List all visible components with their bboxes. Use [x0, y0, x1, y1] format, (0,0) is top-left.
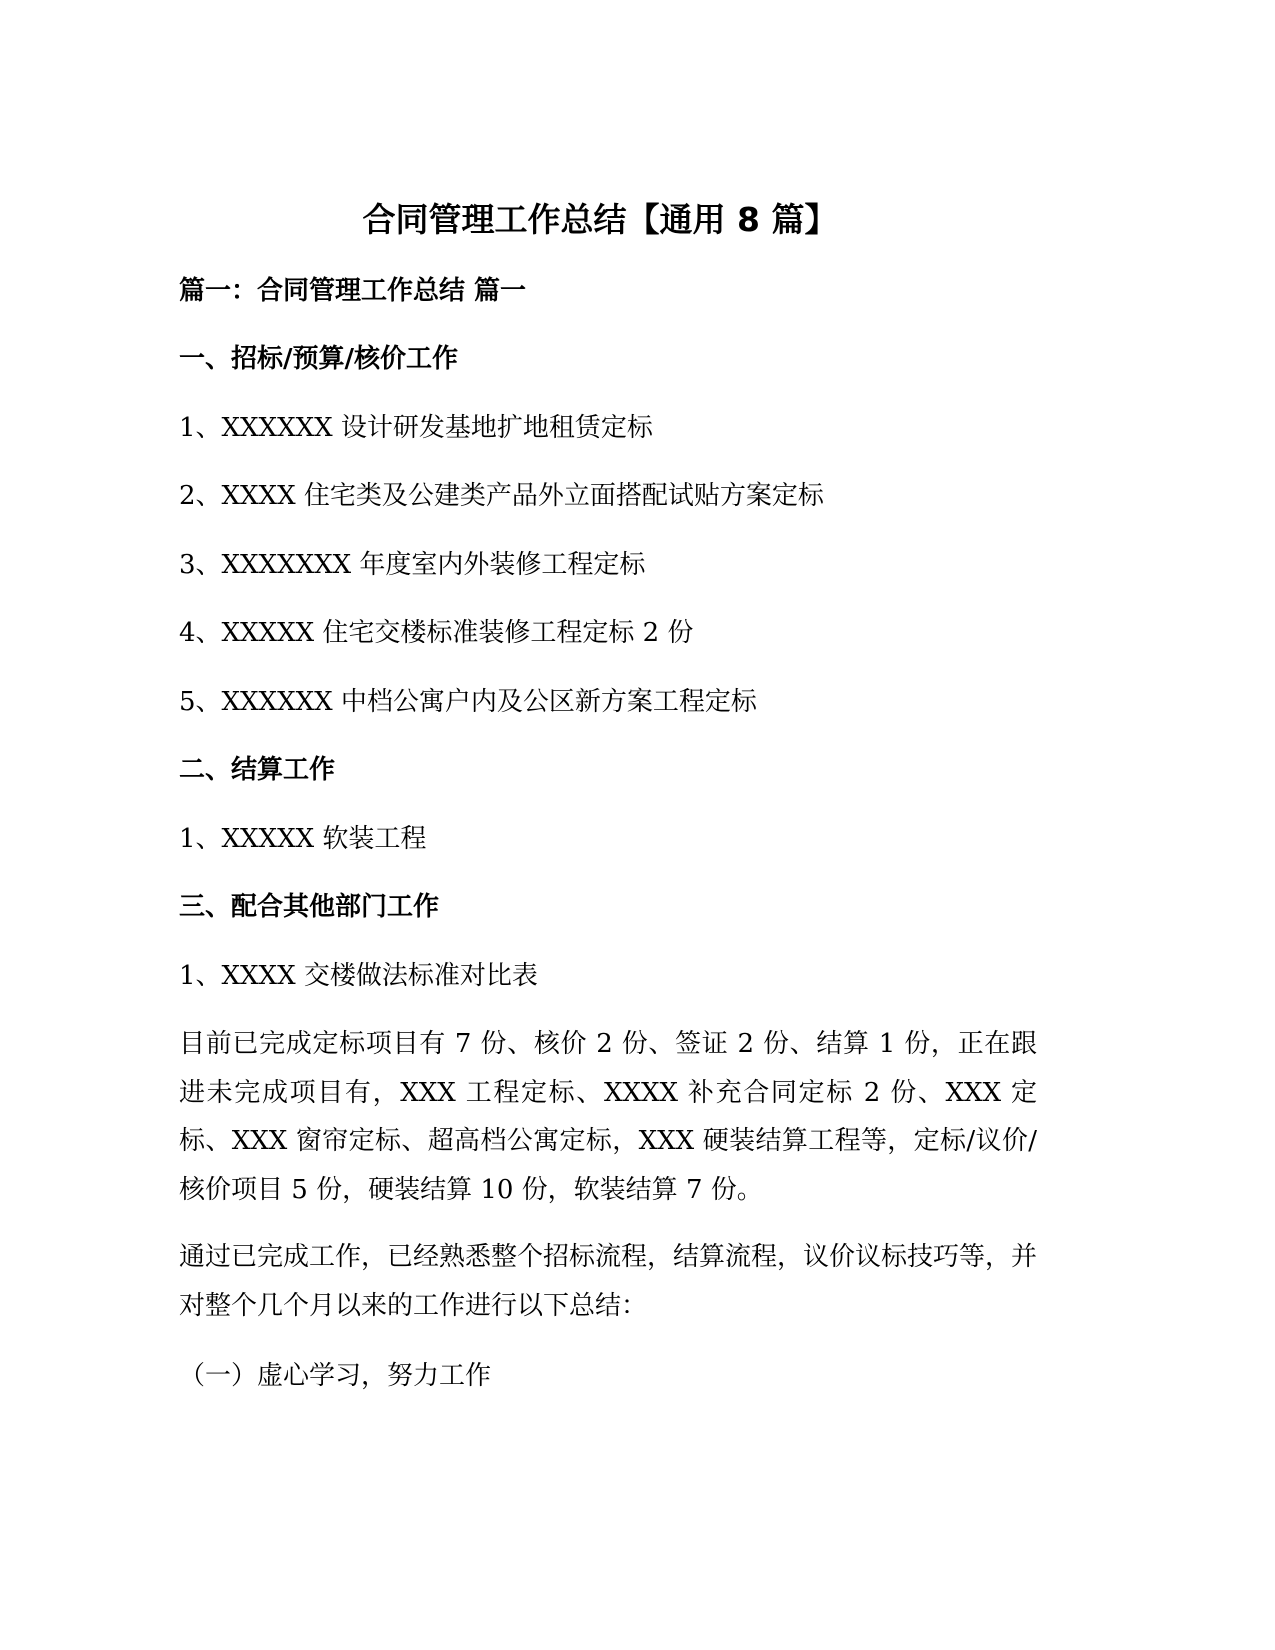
list-item: 1、XXXX 交楼做法标准对比表	[179, 961, 538, 991]
section-heading-3: 三、配合其他部门工作	[179, 892, 440, 922]
list-item: 1、XXXXXX 设计研发基地扩地租赁定标	[179, 413, 653, 443]
document-title: 合同管理工作总结【通用 8 篇】	[362, 200, 838, 239]
section-heading-1: 一、招标/预算/核价工作	[179, 344, 458, 374]
list-item: 4、XXXXX 住宅交楼标准装修工程定标 2 份	[179, 618, 694, 648]
article-heading: 篇一：合同管理工作总结 篇一	[179, 276, 527, 306]
list-item: 3、XXXXXXX 年度室内外装修工程定标	[179, 550, 646, 580]
list-item: 1、XXXXX 软装工程	[179, 824, 427, 854]
list-item: 2、XXXX 住宅类及公建类产品外立面搭配试贴方案定标	[179, 481, 824, 511]
subsection-heading: （一）虚心学习，努力工作	[179, 1361, 492, 1391]
section-heading-2: 二、结算工作	[179, 755, 336, 785]
summary-paragraph: 通过已完成工作，已经熟悉整个招标流程，结算流程，议价议标技巧等，并对整个几个月以来的工作进行以下总结：	[179, 1242, 1038, 1321]
summary-paragraph: 目前已完成定标项目有 7 份、核价 2 份、签证 2 份、结算 1 份，正在跟进未完成项目有，XXX 工程定标、XXXX 补充合同定标 2 份、XXX 定标、XXX 窗帘定标、超高档公寓定标，XXX 硬装结算工程等，定标/议价/核价项目 5 份，硬装结算 10 份，软装结算 7 份。	[179, 1029, 1037, 1205]
list-item: 5、XXXXXX 中档公寓户内及公区新方案工程定标	[179, 687, 757, 717]
